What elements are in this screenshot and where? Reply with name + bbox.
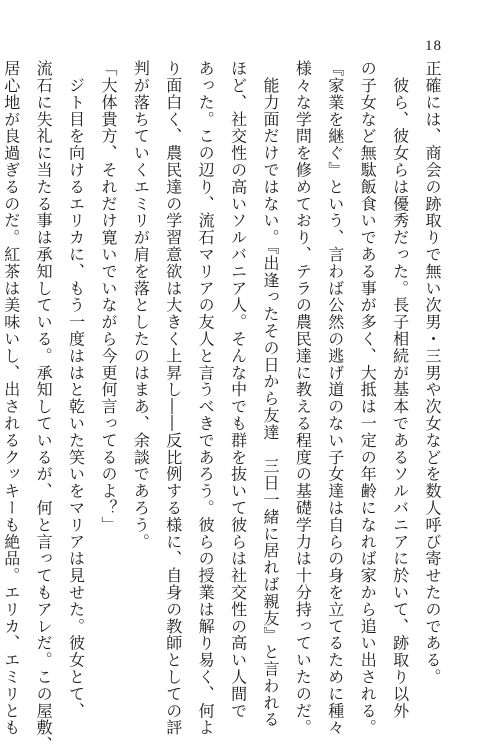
text-line: ジト目を向けるエリカに、もう一度ははと乾いた笑いをマリアは見せた。彼女とて、 [66,60,86,720]
text-line: あった。この辺り、流石マリアの友人と言うべきであろう。彼らの授業は解り易く、何よ [196,60,216,736]
text-line: 様々な学問を修めており、テラの農民達に教える程度の基礎学力は十分持っていたのだ。 [293,60,313,736]
text-line: 流石に失礼に当たる事は承知している。承知しているが、何と言ってもアレだ。この屋敷、 [34,60,54,753]
text-line: 正確には、商会の跡取りで無い次男・三男や次女などを数人呼び寄せたのである。 [423,60,442,686]
text-line: 『家業を継ぐ』という、言わば公然の逃げ道のない子女達は自らの身を立てるために種々 [325,60,345,736]
text-line: 居心地が良過ぎるのだ。紅茶は美味いし、出されるクッキーも絶品。エリカ、エミリとも [1,60,21,736]
text-line: の子女など無駄飯食いである事が多く、大抵は一定の年齢になれば家から追い出される。 [358,60,378,736]
text-line: 判が落ちていくエミリが肩を落としたのはまあ、余談であろう。 [131,60,151,551]
text-line: ほど、社交性の高いソルバニア人。そんな中でも群を抜いて彼らは社交性の高い人間で [228,60,248,720]
page-number: 18 [425,38,442,54]
text-line: 能力面だけではない。『出逢ったその日から友達 三日一緒に居れば親友』と言われる [260,60,280,728]
text-line: り面白く、農民達の学習意欲は大きく上昇し――反比例する様に、自身の教師としての評 [163,60,183,736]
body-text [1,60,448,753]
text-line: 「大体貴方、それだけ寛いでいながら今更何言ってるのよ？」 [98,60,118,534]
text-line: 彼ら、彼女らは優秀だった。長子相続が基本であるソルバニアに於いて、跡取り以外 [390,60,410,720]
